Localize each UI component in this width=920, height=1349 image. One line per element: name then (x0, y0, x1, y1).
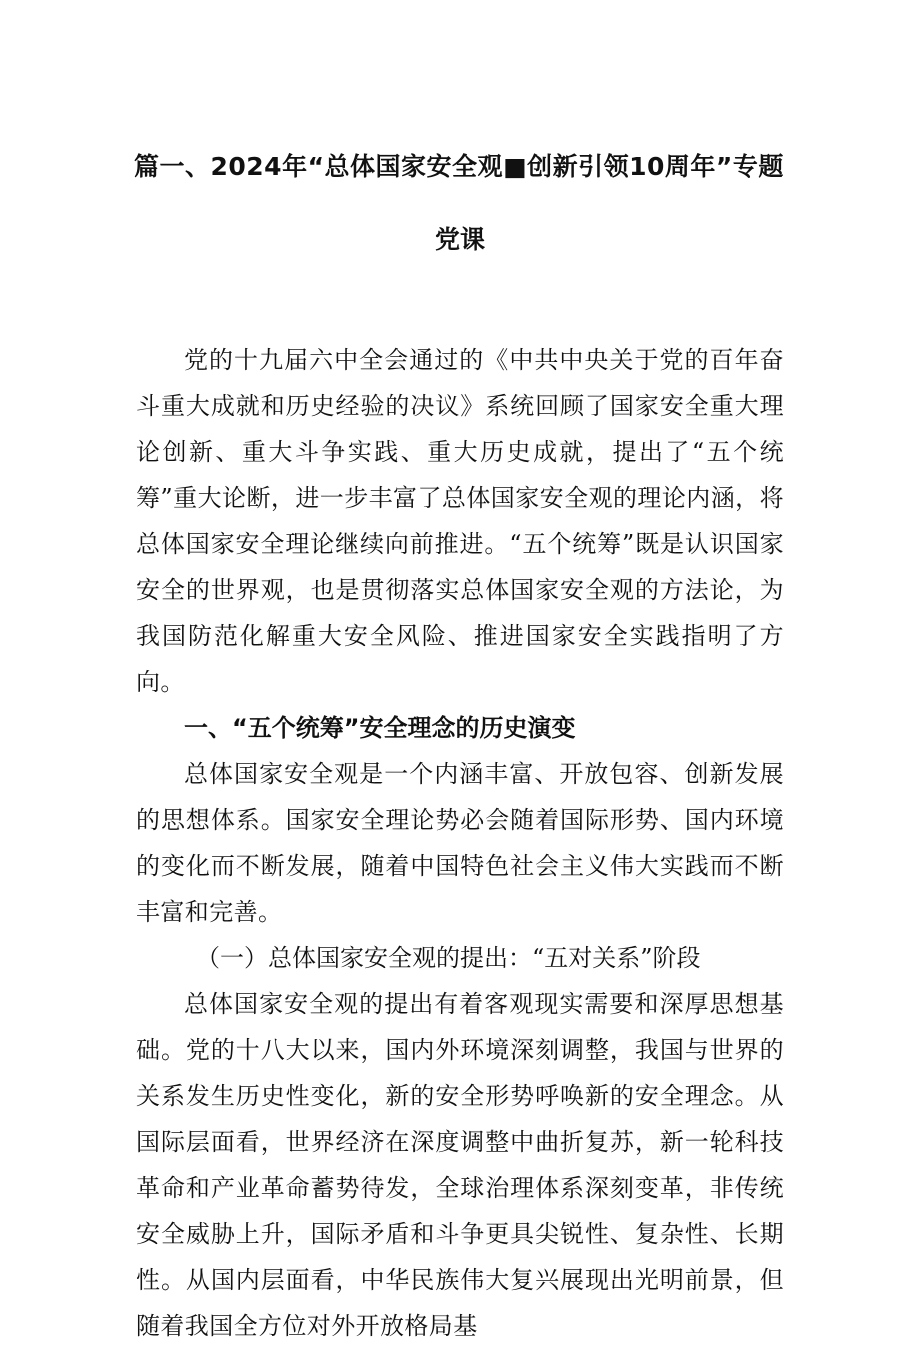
subsection-heading: （一）总体国家安全观的提出：“五对关系”阶段 (196, 944, 701, 972)
intro-paragraph: 党的十九届六中全会通过的《中共中央关于党的百年奋斗重大成就和历史经验的决议》系统回顾了国家安全重大理论创新、重大斗争实践、重大历史成就，提出了“五个统筹”重大论断，进一步丰富了总体国家安全观的理论内涵，将总体国家安全理论继续向前推进。“五个统筹”既是认识国家安全的世界观，也是贯彻落实总体国家安全观的方法论，为我国防范化解重大安全风险、推进国家安全实践指明了方向。 (136, 346, 784, 696)
document-title: 篇一、2024年“总体国家安全观■创新引领10周年”专题 (134, 152, 784, 181)
subsection-paragraph: 总体国家安全观的提出有着客观现实需要和深厚思想基础。党的十八大以来，国内外环境深刻调整，我国与世界的关系发生历史性变化，新的安全形势呼唤新的安全理念。从国际层面看，世界经济在深度调整中曲折复苏，新一轮科技革命和产业革命蓄势待发，全球治理体系深刻变革，非传统安全威胁上升，国际矛盾和斗争更具尖锐性、复杂性、长期性。从国内层面看，中华民族伟大复兴展现出光明前景，但随着我国全方位对外开放格局基 (136, 990, 784, 1340)
section-heading: 一、“五个统筹”安全理念的历史演变 (184, 714, 576, 742)
section-paragraph: 总体国家安全观是一个内涵丰富、开放包容、创新发展的思想体系。国家安全理论势必会随着国际形势、国内环境的变化而不断发展，随着中国特色社会主义伟大实践而不断丰富和完善。 (136, 760, 784, 926)
document-body (136, 337, 784, 1349)
document-title-continued: 党课 (434, 225, 485, 254)
